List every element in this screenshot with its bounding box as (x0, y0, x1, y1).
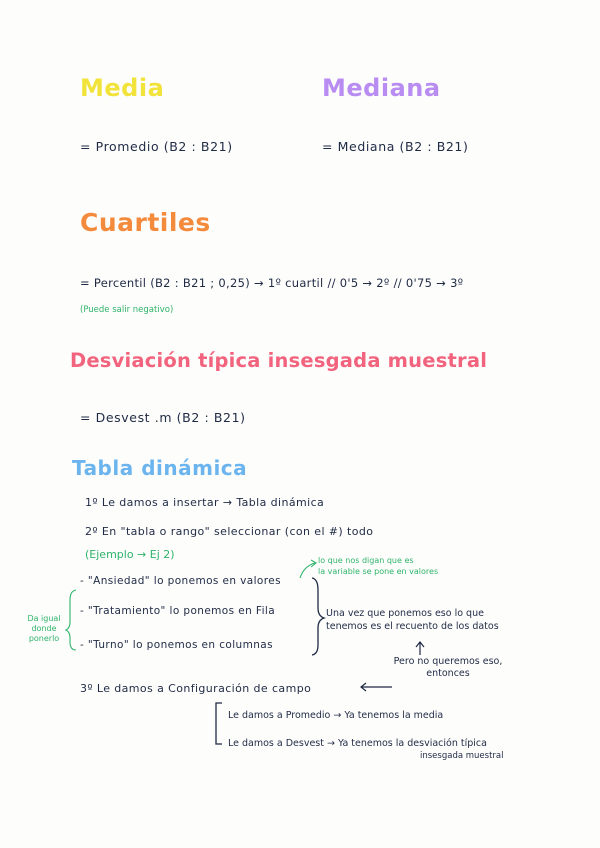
options-bracket (216, 703, 222, 744)
mediana-formula: = Mediana (B2 : B21) (322, 139, 469, 154)
item-tratamiento: - "Tratamiento" lo ponemos en Fila (80, 605, 276, 617)
step-1: 1º Le damos a insertar → Tabla dinámica (85, 496, 325, 509)
option-2-continuation: insesgada muestral (420, 751, 504, 761)
side-note-line: donde (31, 624, 57, 633)
step-2: 2º En "tabla o rango" seleccionar (con el #) todo (85, 525, 374, 538)
top-note-line: la variable se pone en valores (318, 567, 439, 576)
left-green-brace (66, 590, 76, 650)
example-note: (Ejemplo → Ej 2) (85, 548, 175, 561)
media-heading: Media (80, 74, 165, 102)
item-ansiedad: - "Ansiedad" lo ponemos en valores (80, 575, 281, 587)
side-note-line: Da igual (27, 614, 61, 623)
pero-note-line: entonces (426, 668, 470, 679)
desviacion-heading: Desviación típica insesgada muestral (70, 349, 488, 372)
pero-note-line: Pero no queremos eso, (393, 656, 503, 667)
cuartiles-formula: = Percentil (B2 : B21 ; 0,25) → 1º cuartil // 0'5 → 2º // 0'75 → 3º (80, 276, 464, 290)
tabla-heading: Tabla dinámica (72, 456, 248, 480)
step-3: 3º Le damos a Configuración de campo (80, 682, 312, 695)
brace-note-line: tenemos es el recuento de los datos (326, 621, 499, 632)
desviacion-formula: = Desvest .m (B2 : B21) (80, 410, 246, 425)
media-formula: = Promedio (B2 : B21) (80, 139, 233, 154)
left-arrow (361, 683, 392, 691)
cuartiles-heading: Cuartiles (80, 208, 211, 237)
option-1: Le damos a Promedio → Ya tenemos la media (228, 710, 444, 721)
brace-note-line: Una vez que ponemos eso lo que (326, 608, 484, 619)
top-note-line: lo que nos digan que es (318, 556, 414, 565)
side-note-line: ponerlo (28, 634, 60, 643)
option-2: Le damos a Desvest → Ya tenemos la desviación típica (228, 738, 487, 749)
cuartiles-note: (Puede salir negativo) (80, 305, 174, 315)
item-turno: - "Turno" lo ponemos en columnas (80, 639, 273, 651)
right-brace (312, 578, 324, 655)
mediana-heading: Mediana (322, 74, 441, 102)
up-arrow (416, 642, 424, 655)
